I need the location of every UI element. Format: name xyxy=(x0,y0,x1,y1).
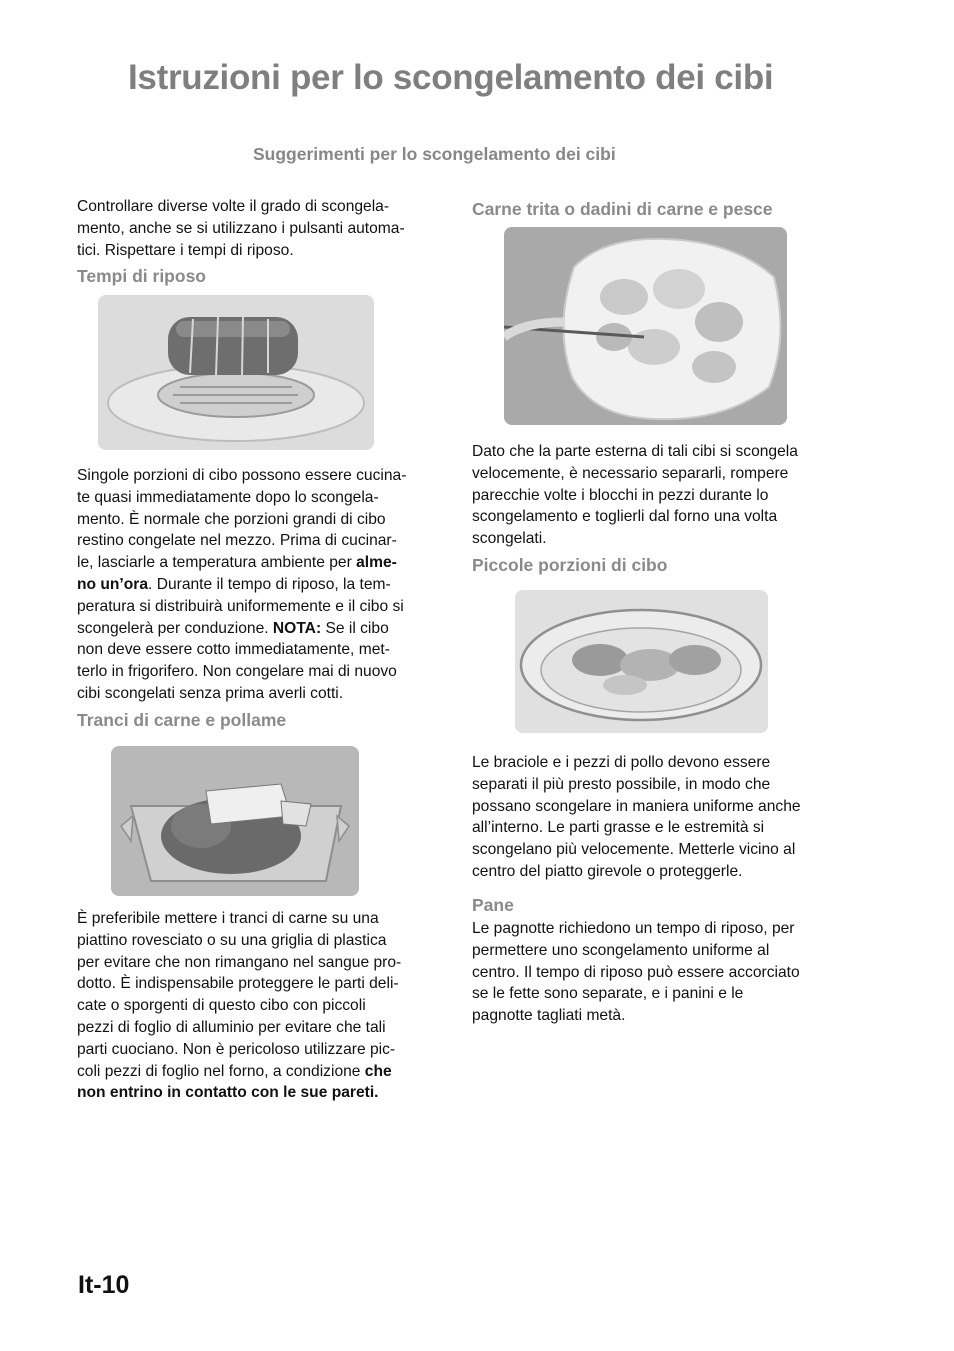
piccole-paragraph xyxy=(472,752,801,883)
text-line: scongelati. xyxy=(472,530,547,548)
text-line: Le pagnotte richiedono un tempo di riposo, per xyxy=(472,920,795,937)
meat-pieces-fork-illustration xyxy=(504,227,787,425)
text-line: centro. Il tempo di riposo può essere accorciato xyxy=(472,963,800,981)
bold-text: no un’ora xyxy=(77,575,149,593)
intro-line: mento, anche se si utilizzano i pulsanti automa- xyxy=(77,219,405,237)
tempi-paragraph xyxy=(77,465,406,705)
carne-paragraph xyxy=(472,441,798,550)
intro-line: tici. Rispettare i tempi di riposo. xyxy=(77,241,294,259)
text-line: dotto. È indispensabile proteggere le parti deli- xyxy=(77,975,399,993)
text-line: per evitare che non rimangano nel sangue pro- xyxy=(77,953,402,971)
text-line: mento. È normale che porzioni grandi di cibo xyxy=(77,510,386,528)
text-line: Se il cibo xyxy=(321,619,389,637)
chicken-pieces-glass-dish-illustration xyxy=(515,590,768,733)
piccole-heading: Piccole porzioni di cibo xyxy=(472,555,668,575)
poultry-in-dish-photo xyxy=(111,746,359,896)
intro-line: Controllare diverse volte il grado di scongela- xyxy=(77,198,390,215)
bold-text: non entrino in contatto con le sue pareti. xyxy=(77,1084,379,1102)
text-line: Singole porzioni di cibo possono essere cucina- xyxy=(77,467,407,484)
roast-on-rack-illustration xyxy=(98,295,374,450)
text-line: scongelerà per conduzione. xyxy=(77,619,273,637)
text-line: terlo in frigorifero. Non congelare mai di nuovo xyxy=(77,663,397,681)
text-line: . Durante il tempo di riposo, la tem- xyxy=(148,575,391,593)
text-line: non deve essere cotto immediatamente, met- xyxy=(77,641,390,659)
roast-on-rack-photo xyxy=(98,295,374,450)
text-line: separati il più presto possibile, in modo che xyxy=(472,775,771,793)
text-line: cate o sporgenti di questo cibo con piccoli xyxy=(77,997,366,1015)
tranci-heading: Tranci di carne e pollame xyxy=(77,710,287,730)
text-line: velocemente, è necessario separarli, rompere xyxy=(472,464,789,482)
text-line: all’interno. Le parti grasse e le estremità si xyxy=(472,819,765,837)
tempi-heading: Tempi di riposo xyxy=(77,266,206,286)
text-line: pagnotte tagliati metà. xyxy=(472,1007,626,1025)
section-subtitle: Suggerimenti per lo scongelamento dei cibi xyxy=(253,144,616,164)
text-line: piattino rovesciato o su una griglia di plastica xyxy=(77,931,387,949)
pane-paragraph xyxy=(472,918,800,1027)
intro-paragraph xyxy=(77,196,405,261)
text-line: parti cuociano. Non è pericoloso utilizzare pic- xyxy=(77,1040,396,1058)
text-line: te quasi immediatamente dopo lo scongela- xyxy=(77,488,379,506)
nota-label: NOTA: xyxy=(272,619,322,637)
text-line: scongelano più velocemente. Metterle vicino al xyxy=(472,841,796,859)
text-line: Le braciole e i pezzi di pollo devono essere xyxy=(472,754,771,771)
text-line: possano scongelare in maniera uniforme anche xyxy=(472,797,801,815)
tranci-paragraph xyxy=(77,908,401,1104)
text-line: scongelamento e toglierli dal forno una volta xyxy=(472,508,778,526)
text-line: se le fette sono separate, e i panini e le xyxy=(472,985,744,1003)
bold-text: che xyxy=(364,1062,392,1080)
text-line: peratura si distribuirà uniformemente e il cibo si xyxy=(77,597,404,615)
poultry-in-dish-illustration xyxy=(111,746,359,896)
page-number: It-10 xyxy=(78,1271,130,1299)
text-line: restino congelate nel mezzo. Prima di cucinar- xyxy=(77,532,397,550)
text-line: permettere uno scongelamento uniforme al xyxy=(472,941,770,959)
text-line: parecchie volte i blocchi in pezzi durante lo xyxy=(472,486,769,504)
carne-heading: Carne trita o dadini di carne e pesce xyxy=(472,199,773,219)
text-line: le, lasciarle a temperatura ambiente per xyxy=(77,554,357,572)
text-line: pezzi di foglio di alluminio per evitare che tali xyxy=(77,1018,386,1036)
bold-text: alme- xyxy=(356,554,397,572)
meat-pieces-fork-photo xyxy=(504,227,787,425)
page-title: Istruzioni per lo scongelamento dei cibi xyxy=(128,58,774,97)
text-line: Dato che la parte esterna di tali cibi si scongela xyxy=(472,443,798,460)
pane-heading: Pane xyxy=(472,895,514,915)
text-line: È preferibile mettere i tranci di carne su una xyxy=(77,910,379,927)
text-line: coli pezzi di foglio nel forno, a condizione xyxy=(77,1062,365,1080)
text-line: cibi scongelati senza prima averli cotti. xyxy=(77,684,344,702)
chicken-pieces-glass-dish-photo xyxy=(515,590,768,733)
text-line: centro del piatto girevole o proteggerle. xyxy=(472,862,743,880)
